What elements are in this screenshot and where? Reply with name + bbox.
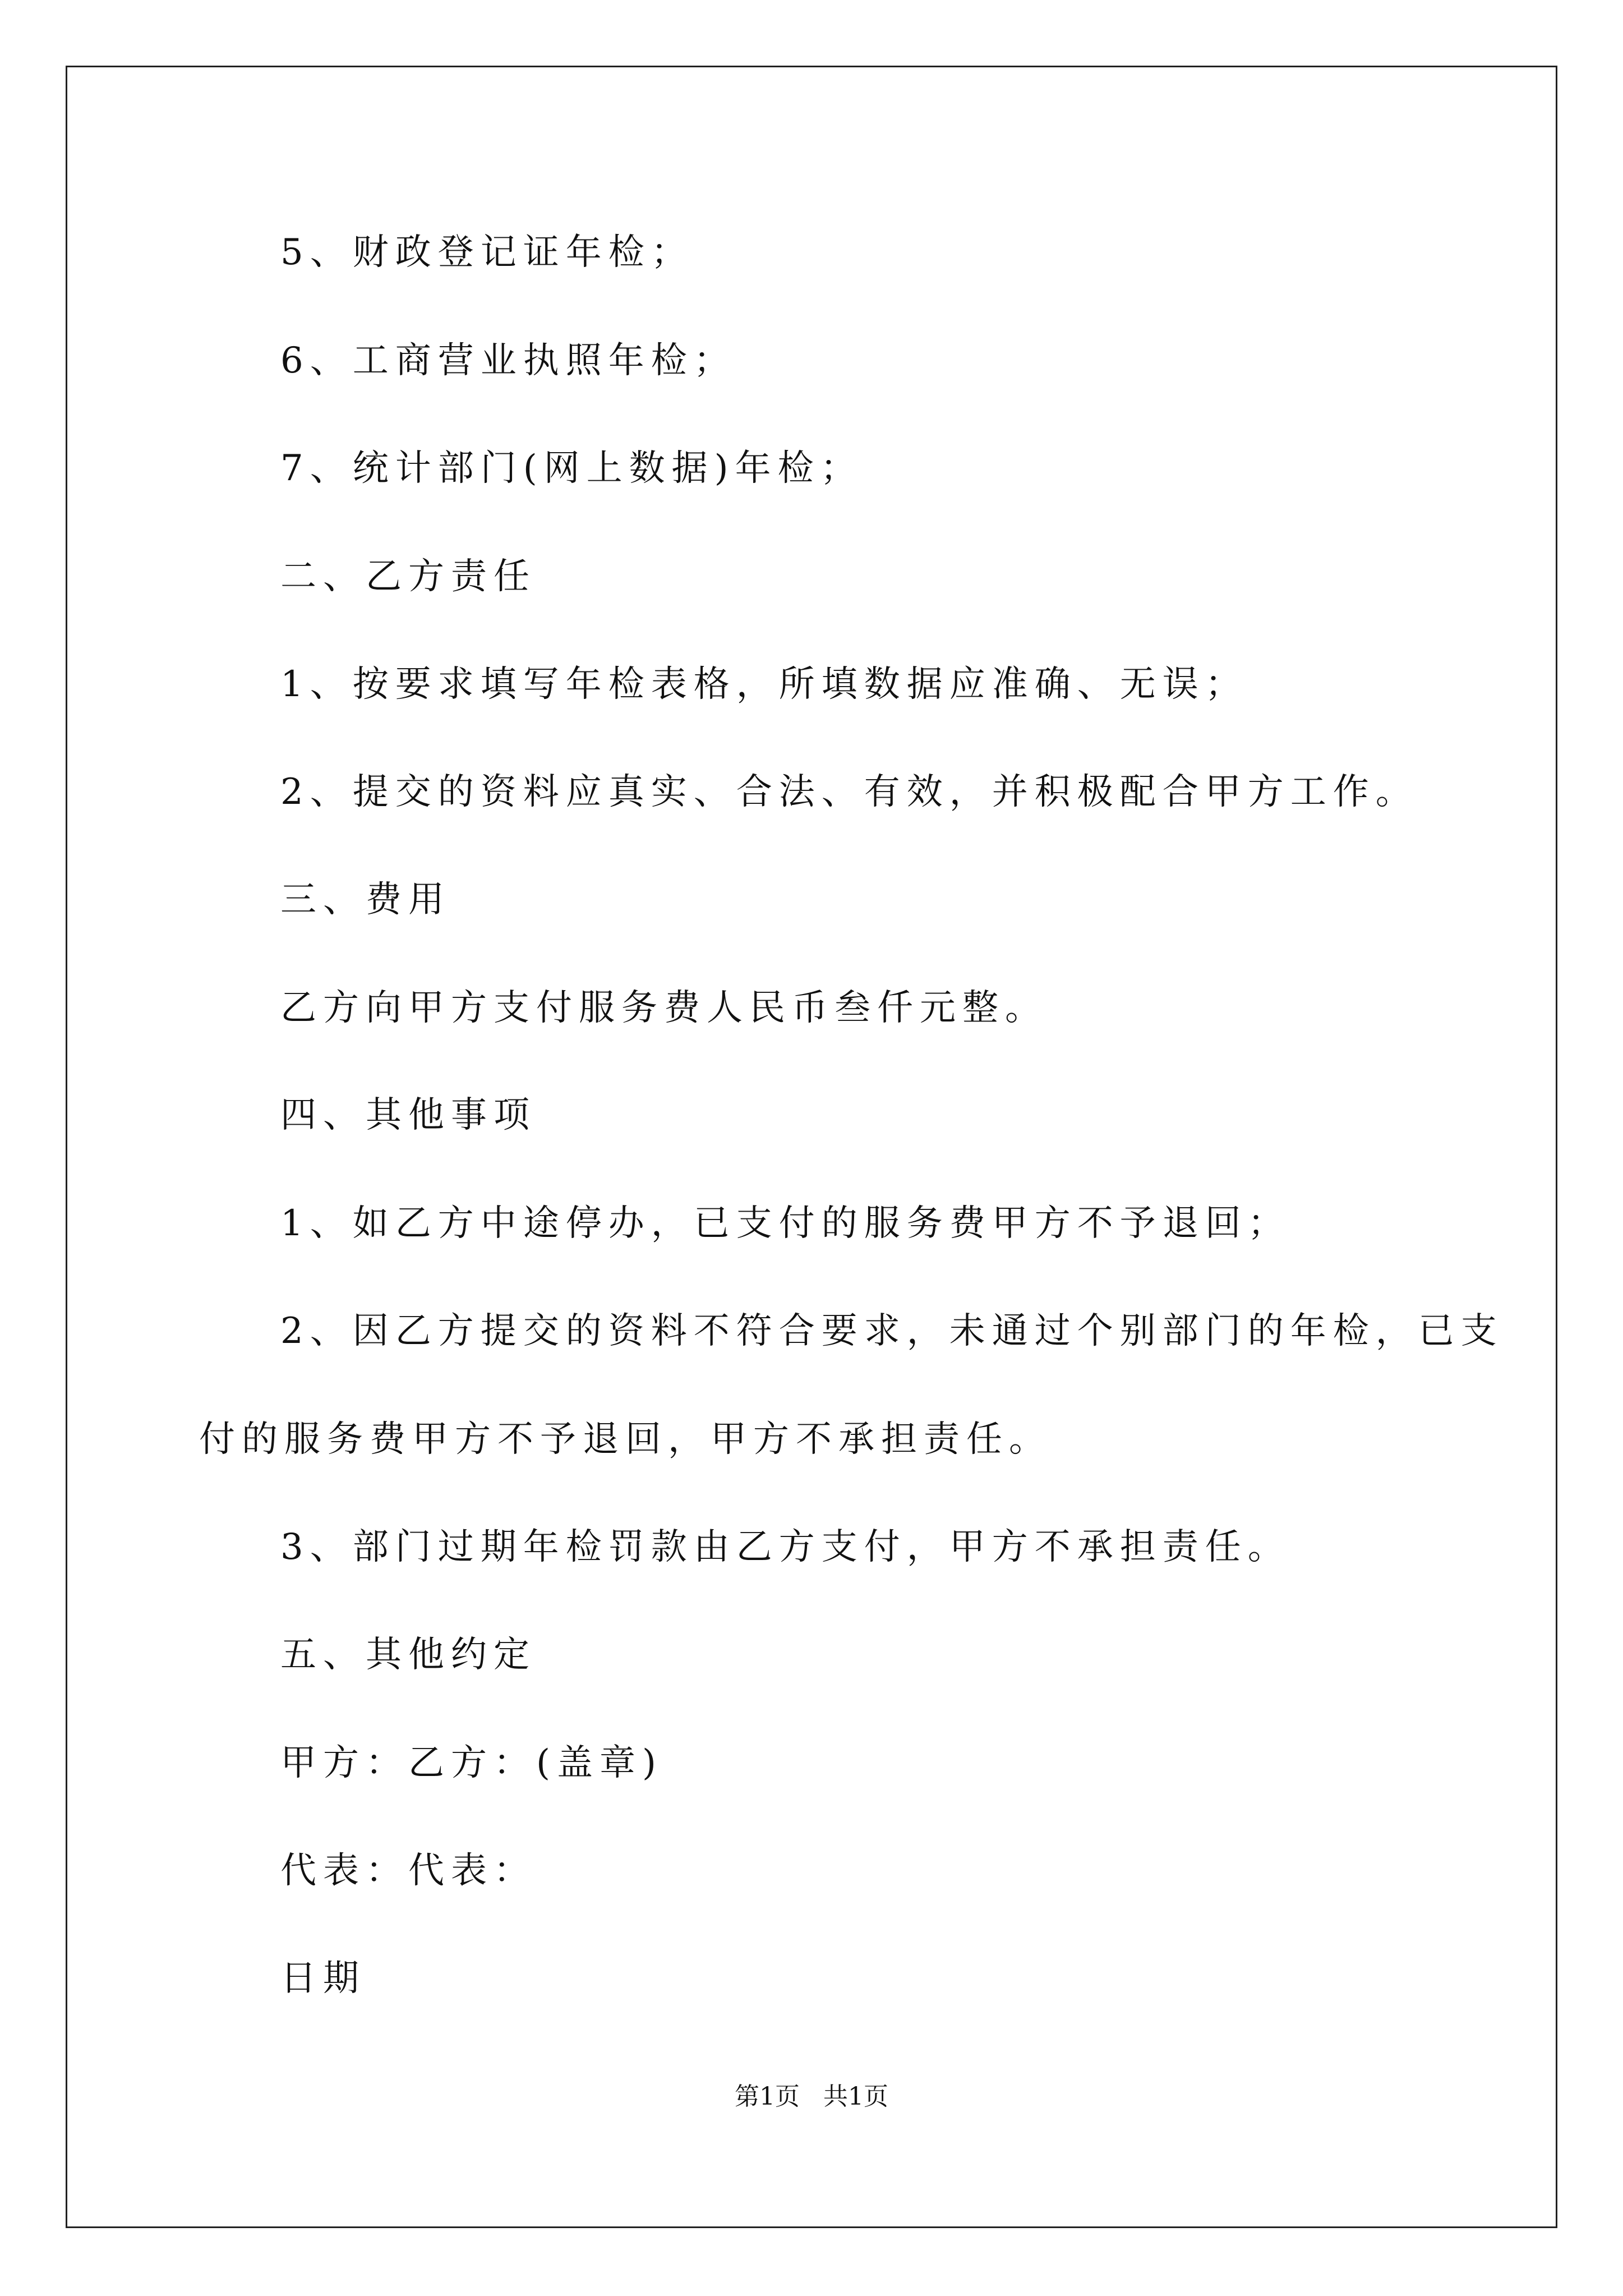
- text-line-item-7: 7、统计部门(网上数据)年检；: [280, 448, 863, 489]
- text-line-other-1: 1、如乙方中途停办，已支付的服务费甲方不予退回；: [280, 1203, 1290, 1244]
- signature-party-line: 甲方：乙方：(盖章): [280, 1742, 663, 1784]
- section-heading-party-b-responsibility: 二、乙方责任: [280, 556, 536, 597]
- section-heading-other-matters: 四、其他事项: [280, 1094, 536, 1136]
- text-line-fee-amount: 乙方向甲方支付服务费人民币叁仟元整。: [280, 987, 1048, 1029]
- text-line-item-6: 6、工商营业执照年检；: [280, 340, 736, 381]
- section-heading-other-agreements: 五、其他约定: [280, 1634, 536, 1676]
- page-border: [66, 66, 1557, 2228]
- page-footer: 第1页 共1页: [735, 2082, 888, 2111]
- signature-date-line: 日期: [280, 1958, 366, 1999]
- text-line-other-3: 3、部门过期年检罚款由乙方支付，甲方不承担责任。: [280, 1526, 1290, 1568]
- text-line-other-2: 2、因乙方提交的资料不符合要求，未通过个别部门的年检，已支: [280, 1310, 1504, 1352]
- text-line-other-2-continued: 付的服务费甲方不予退回，甲方不承担责任。: [199, 1419, 1052, 1460]
- section-heading-fees: 三、费用: [280, 879, 451, 921]
- text-line-responsibility-1: 1、按要求填写年检表格，所填数据应准确、无误；: [280, 664, 1248, 705]
- text-line-item-5: 5、财政登记证年检；: [280, 232, 694, 273]
- text-line-responsibility-2: 2、提交的资料应真实、合法、有效，并积极配合甲方工作。: [280, 771, 1418, 813]
- signature-representative-line: 代表：代表：: [280, 1850, 536, 1892]
